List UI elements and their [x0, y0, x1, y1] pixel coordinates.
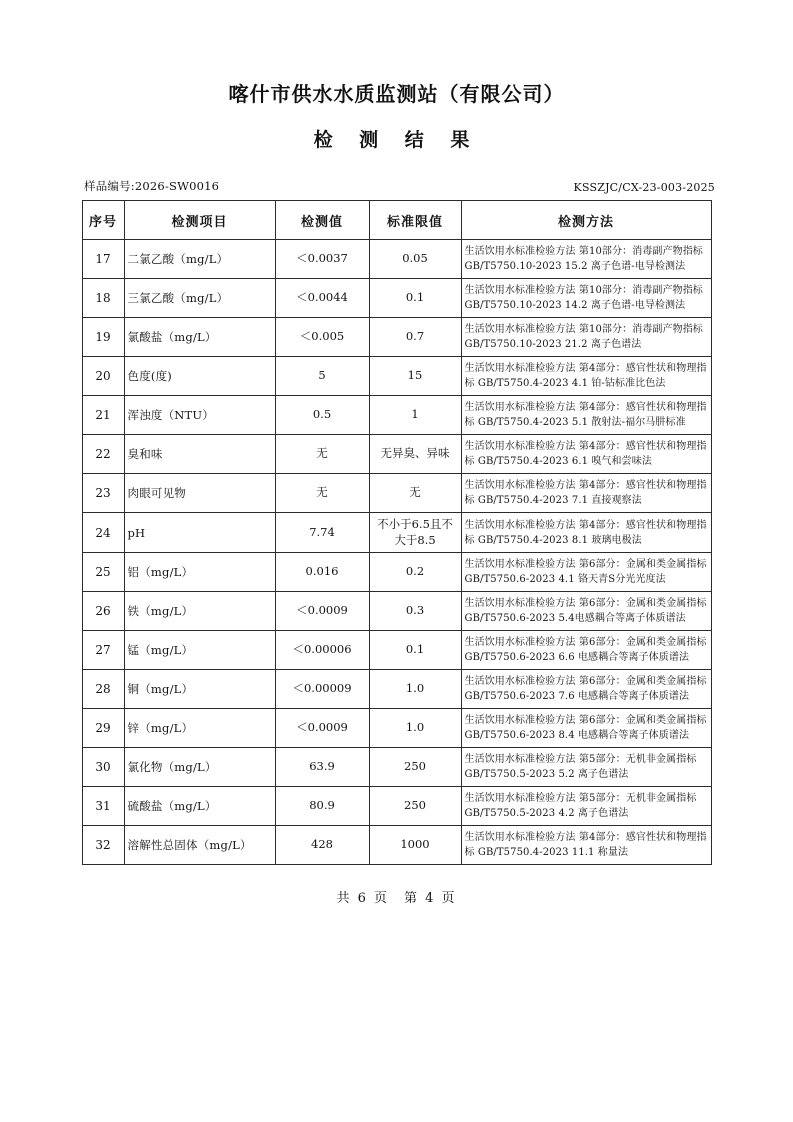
cell-value: ＜0.00006 — [275, 631, 369, 670]
table-row — [82, 318, 711, 357]
cell-method: 生活饮用水标准检验方法 第10部分：消毒副产物指标 GB/T5750.10-2023 15.2 离子色谱-电导检测法 — [461, 240, 711, 279]
table-row — [82, 396, 711, 435]
table-body — [82, 240, 711, 865]
cell-item: 铁（mg/L） — [124, 592, 275, 631]
cell-no: 18 — [82, 279, 124, 318]
table-header-row — [82, 201, 711, 240]
cell-no: 32 — [82, 826, 124, 865]
cell-item: 铜（mg/L） — [124, 670, 275, 709]
cell-no: 26 — [82, 592, 124, 631]
cell-limit: 1.0 — [369, 709, 461, 748]
cell-limit: 0.1 — [369, 279, 461, 318]
cell-value: 无 — [275, 474, 369, 513]
cell-method: 生活饮用水标准检验方法 第10部分：消毒副产物指标 GB/T5750.10-2023 14.2 离子色谱-电导检测法 — [461, 279, 711, 318]
table-row — [82, 357, 711, 396]
cell-method: 生活饮用水标准检验方法 第6部分：金属和类金属指标 GB/T5750.6-2023 7.6 电感耦合等离子体质谱法 — [461, 670, 711, 709]
cell-no: 29 — [82, 709, 124, 748]
table-row — [82, 553, 711, 592]
cell-method: 生活饮用水标准检验方法 第5部分：无机非金属指标 GB/T5750.5-2023 4.2 离子色谱法 — [461, 787, 711, 826]
cell-limit: 0.3 — [369, 592, 461, 631]
cell-no: 28 — [82, 670, 124, 709]
table-row — [82, 240, 711, 279]
cell-method: 生活饮用水标准检验方法 第4部分：感官性状和物理指标 GB/T5750.4-2023 4.1 铂-钴标准比色法 — [461, 357, 711, 396]
cell-limit: 不小于6.5且不大于8.5 — [369, 513, 461, 553]
cell-value: 7.74 — [275, 513, 369, 553]
cell-limit: 0.05 — [369, 240, 461, 279]
cell-no: 21 — [82, 396, 124, 435]
cell-item: 肉眼可见物 — [124, 474, 275, 513]
table-row — [82, 631, 711, 670]
cell-value: 428 — [275, 826, 369, 865]
page-title: 喀什市供水水质监测站（有限公司） — [228, 82, 565, 106]
cell-method: 生活饮用水标准检验方法 第10部分：消毒副产物指标 GB/T5750.10-2023 21.2 离子色谱法 — [461, 318, 711, 357]
cell-value: ＜0.0009 — [275, 709, 369, 748]
table-row — [82, 826, 711, 865]
cell-method: 生活饮用水标准检验方法 第4部分：感官性状和物理指标 GB/T5750.4-2023 8.1 玻璃电极法 — [461, 513, 711, 553]
cell-limit: 250 — [369, 787, 461, 826]
cell-no: 17 — [82, 240, 124, 279]
cell-method: 生活饮用水标准检验方法 第6部分：金属和类金属指标 GB/T5750.6-2023 6.6 电感耦合等离子体质谱法 — [461, 631, 711, 670]
cell-item: 氯酸盐（mg/L） — [124, 318, 275, 357]
cell-value: 5 — [275, 357, 369, 396]
cell-value: ＜0.0037 — [275, 240, 369, 279]
cell-method: 生活饮用水标准检验方法 第5部分：无机非金属指标 GB/T5750.5-2023 5.2 离子色谱法 — [461, 748, 711, 787]
cell-limit: 0.7 — [369, 318, 461, 357]
cell-value: 无 — [275, 435, 369, 474]
cell-value: ＜0.0044 — [275, 279, 369, 318]
column-header-item: 检测项目 — [124, 201, 275, 240]
cell-no: 24 — [82, 513, 124, 553]
cell-value: ＜0.005 — [275, 318, 369, 357]
table-row — [82, 670, 711, 709]
cell-method: 生活饮用水标准检验方法 第4部分：感官性状和物理指标 GB/T5750.4-2023 6.1 嗅气和尝味法 — [461, 435, 711, 474]
cell-limit: 250 — [369, 748, 461, 787]
cell-item: 锌（mg/L） — [124, 709, 275, 748]
table-row — [82, 279, 711, 318]
cell-method: 生活饮用水标准检验方法 第4部分：感官性状和物理指标 GB/T5750.4-2023 11.1 称量法 — [461, 826, 711, 865]
cell-method: 生活饮用水标准检验方法 第6部分：金属和类金属指标 GB/T5750.6-2023 8.4 电感耦合等离子体质谱法 — [461, 709, 711, 748]
table-row — [82, 787, 711, 826]
table-row — [82, 748, 711, 787]
cell-item: 三氯乙酸（mg/L） — [124, 279, 275, 318]
cell-limit: 无 — [369, 474, 461, 513]
cell-limit: 0.2 — [369, 553, 461, 592]
test-results-table — [82, 200, 712, 865]
cell-value: 80.9 — [275, 787, 369, 826]
cell-limit: 1.0 — [369, 670, 461, 709]
sample-number: 样品编号:2026-SW0016 — [84, 179, 220, 193]
cell-item: 溶解性总固体（mg/L） — [124, 826, 275, 865]
cell-value: 63.9 — [275, 748, 369, 787]
cell-limit: 15 — [369, 357, 461, 396]
cell-method: 生活饮用水标准检验方法 第4部分：感官性状和物理指标 GB/T5750.4-2023 5.1 散射法-福尔马肼标准 — [461, 396, 711, 435]
cell-limit: 无异臭、异味 — [369, 435, 461, 474]
cell-method: 生活饮用水标准检验方法 第4部分：感官性状和物理指标 GB/T5750.4-2023 7.1 直接观察法 — [461, 474, 711, 513]
column-header-no: 序号 — [82, 201, 124, 240]
cell-item: 锰（mg/L） — [124, 631, 275, 670]
column-header-limit: 标准限值 — [369, 201, 461, 240]
cell-method: 生活饮用水标准检验方法 第6部分：金属和类金属指标 GB/T5750.6-2023 5.4电感耦合等离子体质谱法 — [461, 592, 711, 631]
column-header-method: 检测方法 — [461, 201, 711, 240]
table-row — [82, 474, 711, 513]
table-row — [82, 435, 711, 474]
cell-item: 铝（mg/L） — [124, 553, 275, 592]
cell-item: 浑浊度（NTU） — [124, 396, 275, 435]
cell-no: 25 — [82, 553, 124, 592]
document-meta — [84, 178, 715, 194]
page-subtitle: 检 测 结 果 — [313, 129, 480, 151]
cell-item: 臭和味 — [124, 435, 275, 474]
cell-item: pH — [124, 513, 275, 553]
cell-limit: 1 — [369, 396, 461, 435]
cell-no: 20 — [82, 357, 124, 396]
cell-value: ＜0.0009 — [275, 592, 369, 631]
cell-no: 31 — [82, 787, 124, 826]
cell-no: 27 — [82, 631, 124, 670]
cell-value: 0.016 — [275, 553, 369, 592]
cell-limit: 0.1 — [369, 631, 461, 670]
cell-item: 氯化物（mg/L） — [124, 748, 275, 787]
document-code: KSSZJC/CX-23-003-2025 — [573, 181, 715, 194]
cell-method: 生活饮用水标准检验方法 第6部分：金属和类金属指标 GB/T5750.6-2023 4.1 铬天青S分光光度法 — [461, 553, 711, 592]
cell-item: 二氯乙酸（mg/L） — [124, 240, 275, 279]
cell-limit: 1000 — [369, 826, 461, 865]
cell-no: 22 — [82, 435, 124, 474]
table-row — [82, 709, 711, 748]
cell-value: 0.5 — [275, 396, 369, 435]
cell-item: 色度(度) — [124, 357, 275, 396]
cell-no: 23 — [82, 474, 124, 513]
table-row — [82, 513, 711, 553]
cell-no: 30 — [82, 748, 124, 787]
cell-item: 硫酸盐（mg/L） — [124, 787, 275, 826]
cell-value: ＜0.00009 — [275, 670, 369, 709]
cell-no: 19 — [82, 318, 124, 357]
page-footer: 共 6 页 第 4 页 — [336, 891, 457, 907]
table-row — [82, 592, 711, 631]
column-header-value: 检测值 — [275, 201, 369, 240]
